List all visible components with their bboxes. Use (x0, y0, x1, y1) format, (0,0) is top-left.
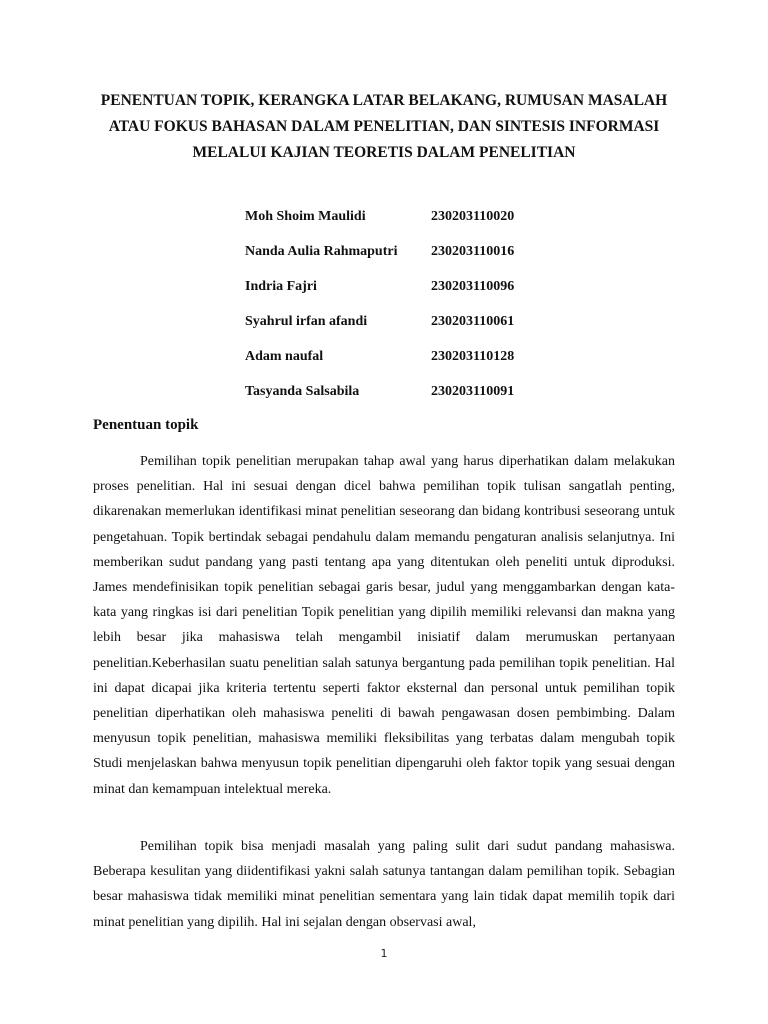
author-student-id: 230203110016 (431, 244, 515, 259)
author-name: Adam naufal (245, 349, 324, 364)
author-name: Moh Shoim Maulidi (245, 209, 366, 224)
document-title (92, 88, 676, 166)
page-number: 1 (380, 947, 388, 960)
author-name: Indria Fajri (245, 279, 317, 294)
author-name: Tasyanda Salsabila (245, 384, 360, 399)
author-name: Syahrul irfan afandi (245, 314, 368, 329)
author-student-id: 230203110061 (431, 314, 515, 329)
author-student-id: 230203110096 (431, 279, 515, 294)
title-line-2: ATAU FOKUS BAHASAN DALAM PENELITIAN, DAN SINTESIS INFORMASI (108, 118, 660, 135)
author-student-id: 230203110128 (431, 349, 515, 364)
author-name: Nanda Aulia Rahmaputri (245, 244, 398, 259)
author-student-id: 230203110091 (431, 384, 515, 399)
title-line-3: MELALUI KAJIAN TEORETIS DALAM PENELITIAN (192, 144, 576, 161)
section-heading: Penentuan topik (93, 417, 199, 433)
body-paragraph: Pemilihan topik bisa menjadi masalah yang paling sulit dari sudut pandang mahasiswa. Beberapa kesulitan yang diidentifikasi yakni salah satunya tantangan dalam pemilihan topik. Sebagian besar mahasiswa tidak memiliki minat penelitian sementara yang lain tidak dapat memilih topik dari minat penelitian yang dipilih. Hal ini sejalan dengan observasi awal, (93, 839, 675, 930)
body-paragraph: Pemilihan topik penelitian merupakan tahap awal yang harus diperhatikan dalam melakukan proses penelitian. Hal ini sesuai dengan dicel bahwa pemilihan topik tulisan sangatlah penting, dikarenakan memerlukan identifikasi minat penelitian seseorang dan bidang kontribusi seseorang untuk pengetahuan. Topik bertindak sebagai pendahulu dalam memandu pengaturan analisis selanjutnya. Ini memberikan sudut pandang yang pasti tentang apa yang ditentukan oleh peneliti untuk diproduksi. James mendefinisikan topik penelitian sebagai garis besar, judul yang menggambarkan dengan kata-kata yang ringkas isi dari penelitian Topik penelitian yang dipilih memiliki relevansi dan makna yang lebih besar jika mahasiswa telah mengambil inisiatif dalam merumuskan pertanyaan penelitian.Keberhasilan suatu penelitian salah satunya bergantung pada pemilihan topik penelitian. Hal ini dapat dicapai jika kriteria tertentu seperti faktor eksternal dan personal untuk pemilihan topik penelitian diperhatikan oleh mahasiswa peneliti di bawah pengawasan dosen pembimbing. Dalam menyusun topik penelitian, mahasiswa memiliki fleksibilitas yang terbatas dalam mengubah topik Studi menjelaskan bahwa menyusun topik penelitian dipengaruhi oleh faktor topik yang sesuai dengan minat dan kemampuan intelektual mereka. (93, 454, 675, 797)
author-student-id: 230203110020 (431, 209, 515, 224)
title-line-1: PENENTUAN TOPIK, KERANGKA LATAR BELAKANG, RUMUSAN MASALAH (100, 92, 668, 109)
